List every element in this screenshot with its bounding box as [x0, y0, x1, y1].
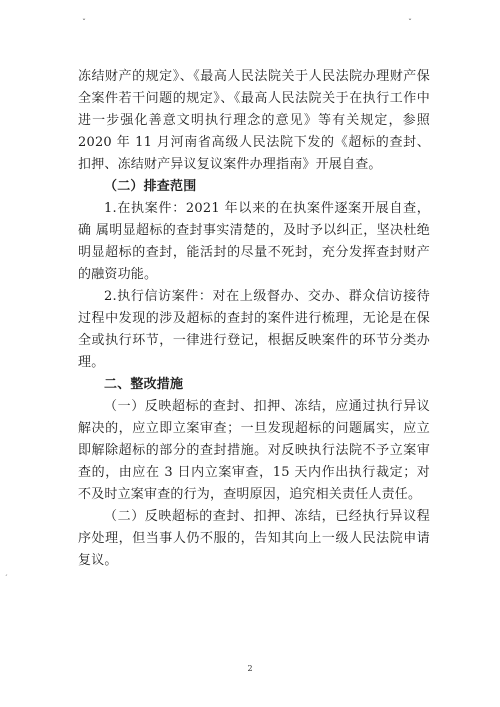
paragraph-cases-in-execution: 1.在执案件：2021 年以来的在执案件逐案开展自查，确 属明显超标的查封事实清楚的，及时予以纠正，坚决杜绝明显超标的查封，能活封的尽量不死封，充分发挥查封财产的融资功能。	[78, 201, 430, 282]
scan-mark-top-right: ˇ	[408, 18, 412, 27]
paragraph-petition-cases: 2.执行信访案件：对在上级督办、交办、群众信访接待过程中发现的涉及超标的查封的案件进行梳理，无论是在保全或执行环节，一律进行登记，根据反映案件的环节分类办理。	[78, 289, 430, 370]
paragraph-measure-2: （二）反映超标的查封、扣押、冻结，已经执行异议程序处理，但当事人仍不服的，告知其向上一级人民法院申请复议。	[78, 509, 430, 568]
heading-measures: 二、整改措施	[104, 377, 184, 392]
heading-scope: （二）排查范围	[104, 179, 197, 194]
paragraph-measure-1: （一）反映超标的查封、扣押、冻结，应通过执行异议解决的，应立即立案审查；一旦发现超标的问题属实，应立即解除超标的部分的查封措施。对反映执行法院不予立案审查的，由应在 3 日内立案审查，15 天内作出执行裁定；对不及时立案审查的行为，查明原因，追究相关责任人责任。	[78, 399, 430, 502]
scan-mark-top-left: ˇ	[82, 18, 86, 27]
page-number: 2	[247, 664, 253, 673]
document-body	[78, 66, 430, 572]
scan-mark-side: ˊ	[4, 574, 8, 583]
paragraph-regulations: 冻结财产的规定》、《最高人民法院关于人民法院办理财产保全案件若干问题的规定》、《最高人民法院关于在执行工作中进一步强化善意文明执行理念的意见》等有关规定，参照 2020 年 11 月河南省高级人民法院下发的《超标的查封、扣押、冻结财产异议复议案件办理指南》开展自查。	[78, 69, 430, 172]
